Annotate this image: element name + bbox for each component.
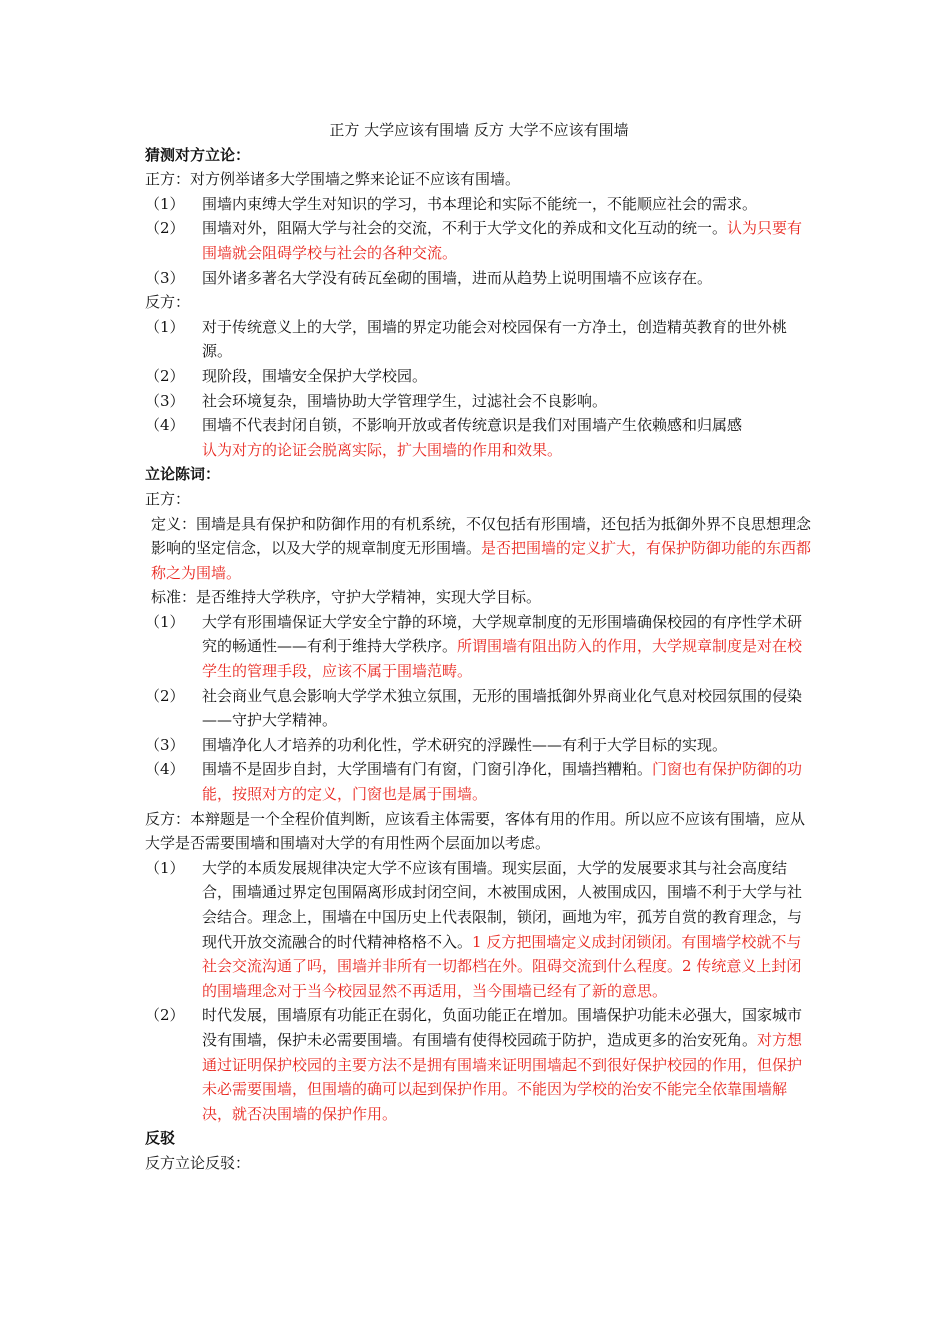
list-item: （4） 围墙不是固步自封，大学围墙有门有窗，门窗引净化，围墙挡糟粕。门窗也有保护防御的功能，按照对方的定义，门窗也是属于围墙。 xyxy=(145,760,803,804)
red-comment: 1 反方把围墙定义成封闭锁闭。有围墙学校就不与社会交流沟通了吗，围墙并非所有一切都档在外。阻碍交流到什么程度。2 传统意义上封闭的围墙理念对于当今校园显然不再适用，当今围墙已经有了新的意思。 xyxy=(202,932,802,1000)
list-item: （4） 围墙不代表封闭自锁，不影响开放或者传统意识是我们对围墙产生依赖感和归属感 认为对方的论证会脱离实际，扩大围墙的作用和效果。 xyxy=(145,416,743,459)
red-comment: 认为只要有围墙就会阻碍学校与社会的各种交流。 xyxy=(202,219,803,262)
list-item: （3） 国外诸多著名大学没有砖瓦垒砌的围墙，进而从趋势上说明围墙不应该存在。 xyxy=(145,268,713,287)
document-page xyxy=(145,118,813,1176)
red-comment: 是否把围墙的定义扩大，有保护防御功能的东西都称之为围墙。 xyxy=(151,539,812,582)
section-heading-guess: 猜测对方立论： xyxy=(145,145,251,164)
pro-guess-intro: 正方：对方例举诸多大学围墙之弊来论证不应该有围墙。 xyxy=(145,170,521,189)
list-item: （2） 现阶段，围墙安全保护大学校园。 xyxy=(145,366,428,385)
list-item: （1） 大学的本质发展规律决定大学不应该有围墙。现实层面，大学的发展要求其与社会高度结合，围墙通过界定包围隔离形成封闭空间，木被围成困，人被围成囚，围墙不利于大学与社会结合。理念上，围墙在中国历史上代表限制，锁闭，画地为牢，孤芳自赏的教育理念，与现代开放交流融合的时代精神格格不入。1 反方把围墙定义成封闭锁闭。有围墙学校就不与社会交流沟通了吗，围墙并非所有一切都档在外。阻碍交流到什么程度。2 传统意义上封闭的围墙理念对于当今校园显然不再适用，当今围墙已经有了新的意思。 xyxy=(145,858,803,1000)
section-heading-argument: 立论陈词： xyxy=(145,465,221,484)
list-item: （1） 大学有形围墙保证大学安全宁静的环境，大学规章制度的无形围墙确保校园的有序性学术研究的畅通性——有利于维持大学秩序。所谓围墙有阻出防入的作用，大学规章制度是对在校学生的管理手段，应该不属于围墙范畴。 xyxy=(145,612,803,681)
list-item: （3） 社会环境复杂，围墙协助大学管理学生，过滤社会不良影响。 xyxy=(145,391,608,410)
list-item: （3） 围墙净化人才培养的功利化性，学术研究的浮躁性——有利于大学目标的实现。 xyxy=(145,735,728,754)
con-argument-intro: 反方：本辩题是一个全程价值判断，应该看主体需要，客体有用的作用。所以应不应该有围墙，应从大学是否需要围墙和围墙对大学的有用性两个层面加以考虑。 xyxy=(145,809,806,853)
rebuttal-sub: 反方立论反驳： xyxy=(145,1153,251,1172)
red-comment: 认为对方的论证会脱离实际，扩大围墙的作用和效果。 xyxy=(202,440,563,459)
red-comment: 门窗也有保护防御的功能，按照对方的定义，门窗也是属于围墙。 xyxy=(202,760,803,804)
section-heading-rebuttal: 反驳 xyxy=(145,1129,176,1148)
list-item: （1） 围墙内束缚大学生对知识的学习，书本理论和实际不能统一，不能顺应社会的需求。 xyxy=(145,194,758,213)
standard-paragraph: 标准：是否维持大学秩序，守护大学精神，实现大学目标。 xyxy=(151,588,542,607)
red-comment: 对方想通过证明保护校园的主要方法不是拥有围墙来证明围墙起不到很好保护校园的作用，但保护未必需要围墙，但围墙的确可以起到保护作用。不能因为学校的治安不能完全依靠围墙解决，就否决围墙的保护作用。 xyxy=(202,1030,803,1123)
list-item: （1） 对于传统意义上的大学，围墙的界定功能会对校园保有一方净土，创造精英教育的世外桃源。 xyxy=(145,317,788,361)
list-item: （2） 社会商业气息会影响大学学术独立氛围，无形的围墙抵御外界商业化气息对校园氛围的侵染——守护大学精神。 xyxy=(145,686,803,730)
red-comment: 所谓围墙有阻出防入的作用，大学规章制度是对在校学生的管理手段，应该不属于围墙范畴。 xyxy=(202,637,803,681)
list-item: （2） 时代发展，围墙原有功能正在弱化，负面功能正在增加。围墙保护功能未必强大，国家城市没有围墙，保护未必需要围墙。有围墙有使得校园疏于防护，造成更多的治安死角。对方想通过证明保护校园的主要方法不是拥有围墙来证明围墙起不到很好保护校园的作用，但保护未必需要围墙，但围墙的确可以起到保护作用。不能因为学校的治安不能完全依靠围墙解决，就否决围墙的保护作用。 xyxy=(145,1006,803,1123)
doc-title: 正方 大学应该有围墙 反方 大学不应该有围墙 xyxy=(329,121,629,139)
list-item: （2） 围墙对外，阻隔大学与社会的交流，不利于大学文化的养成和文化互动的统一。认为只要有围墙就会阻碍学校与社会的各种交流。 xyxy=(145,219,803,262)
pro-argument-intro: 正方： xyxy=(145,489,191,508)
definition-paragraph: 定义：围墙是具有保护和防御作用的有机系统，不仅包括有形围墙，还包括为抵御外界不良思想理念影响的坚定信念，以及大学的规章制度无形围墙。是否把围墙的定义扩大，有保护防御功能的东西都称之为围墙。 xyxy=(151,514,812,582)
con-guess-intro: 反方： xyxy=(145,293,191,312)
